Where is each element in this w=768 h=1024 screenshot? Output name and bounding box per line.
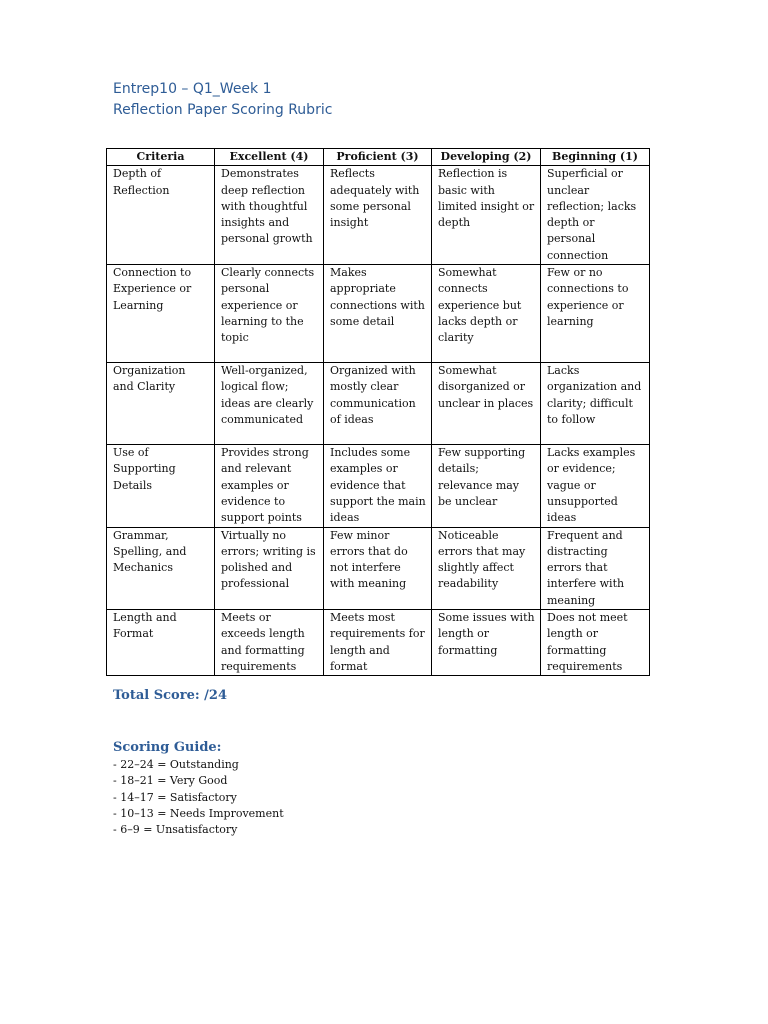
header-beginning: Beginning (1)	[541, 149, 650, 166]
developing-cell: Few supporting details; relevance may be unclear	[432, 445, 541, 527]
developing-cell: Reflection is basic with limited insight or depth	[432, 166, 541, 265]
list-item: - 18–21 = Very Good	[113, 774, 228, 788]
total-score: Total Score: /24	[113, 688, 228, 703]
developing-cell: Somewhat connects experience but lacks depth or clarity	[432, 265, 541, 363]
developing-cell: Somewhat disorganized or unclear in places	[432, 363, 541, 445]
header-proficient: Proficient (3)	[324, 149, 432, 166]
beginning-cell: Does not meet length or formatting requirements	[541, 610, 650, 676]
table-row	[107, 166, 650, 265]
beginning-cell: Frequent and distracting errors that interfere with meaning	[541, 527, 650, 609]
excellent-cell: Virtually no errors; writing is polished and professional	[215, 527, 324, 609]
table-row	[107, 527, 650, 609]
proficient-cell: Makes appropriate connections with some detail	[324, 265, 432, 363]
criteria-cell: Length and Format	[107, 610, 215, 676]
document-subtitle: Reflection Paper Scoring Rubric	[113, 102, 333, 118]
excellent-cell: Provides strong and relevant examples or evidence to support points	[215, 445, 324, 527]
proficient-cell: Includes some examples or evidence that support the main ideas	[324, 445, 432, 527]
excellent-cell: Meets or exceeds length and formatting requirements	[215, 610, 324, 676]
criteria-cell: Organization and Clarity	[107, 363, 215, 445]
list-item: - 10–13 = Needs Improvement	[113, 806, 284, 820]
list-item: - 6–9 = Unsatisfactory	[113, 823, 238, 837]
excellent-cell: Well-organized, logical flow; ideas are clearly communicated	[215, 363, 324, 445]
proficient-cell: Few minor errors that do not interfere with meaning	[324, 527, 432, 609]
criteria-cell: Grammar, Spelling, and Mechanics	[107, 527, 215, 609]
proficient-cell: Reflects adequately with some personal insight	[324, 166, 432, 265]
header-criteria: Criteria	[107, 149, 215, 166]
scoring-guide-heading: Scoring Guide:	[113, 740, 222, 755]
excellent-cell: Demonstrates deep reflection with thoughtful insights and personal growth	[215, 166, 324, 265]
header-developing: Developing (2)	[432, 149, 541, 166]
scoring-guide-list	[113, 757, 284, 838]
table-row	[107, 363, 650, 445]
beginning-cell: Superficial or unclear reflection; lacks depth or personal connection	[541, 166, 650, 265]
table-row	[107, 610, 650, 676]
criteria-cell: Use of Supporting Details	[107, 445, 215, 527]
list-item: - 22–24 = Outstanding	[113, 758, 239, 771]
proficient-cell: Meets most requirements for length and format	[324, 610, 432, 676]
list-item: - 14–17 = Satisfactory	[113, 790, 237, 804]
rubric-table	[106, 148, 650, 676]
developing-cell: Some issues with length or formatting	[432, 610, 541, 676]
excellent-cell: Clearly connects personal experience or learning to the topic	[215, 265, 324, 363]
header-excellent: Excellent (4)	[215, 149, 324, 166]
table-row	[107, 265, 650, 363]
criteria-cell: Depth of Reflection	[107, 166, 215, 265]
rubric-header-row	[107, 149, 650, 166]
document-title: Entrep10 – Q1_Week 1	[113, 81, 272, 97]
beginning-cell: Few or no connections to experience or learning	[541, 265, 650, 363]
table-row	[107, 445, 650, 527]
developing-cell: Noticeable errors that may slightly affect readability	[432, 527, 541, 609]
beginning-cell: Lacks organization and clarity; difficult to follow	[541, 363, 650, 445]
beginning-cell: Lacks examples or evidence; vague or unsupported ideas	[541, 445, 650, 527]
criteria-cell: Connection to Experience or Learning	[107, 265, 215, 363]
proficient-cell: Organized with mostly clear communication of ideas	[324, 363, 432, 445]
